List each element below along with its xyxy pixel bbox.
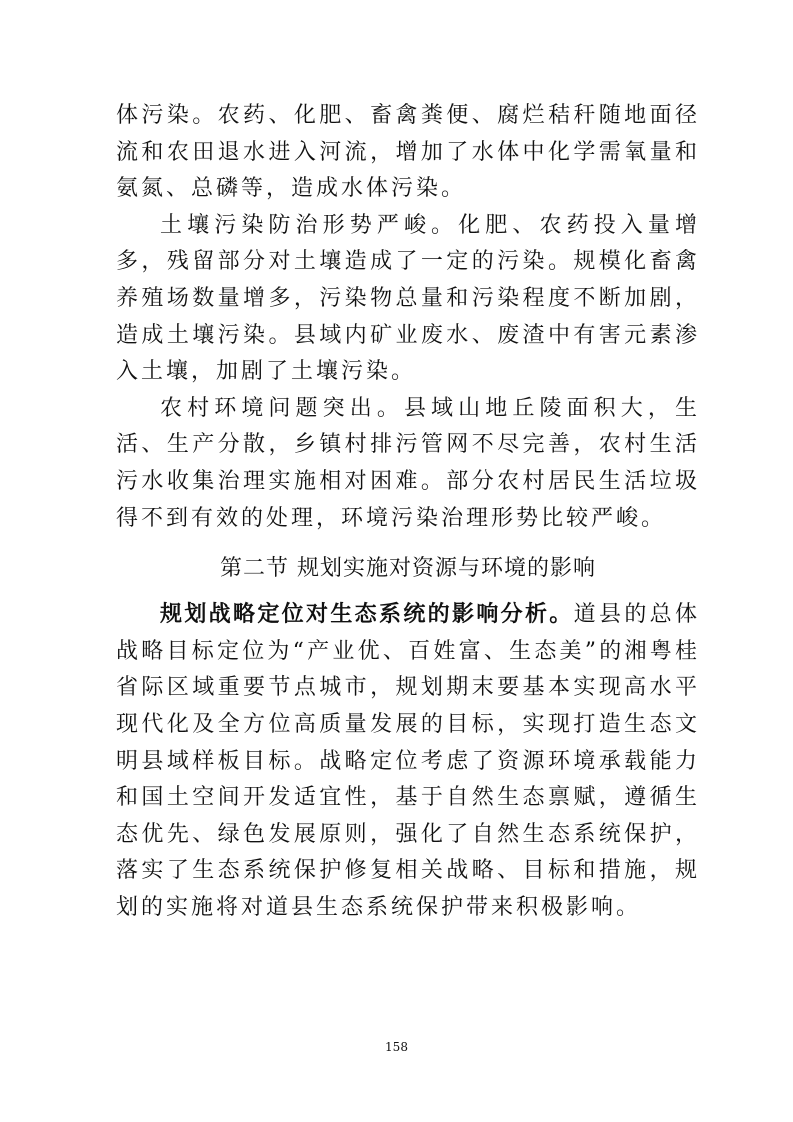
paragraph-soil-pollution: 土壤污染防治形势严峻。化肥、农药投入量增多，残留部分对土壤造成了一定的污染。规模化畜禽养殖场数量增多，污染物总量和污染程度不断加剧，造成土壤污染。县域内矿业废水、废渣中有害元素渗入土壤，加剧了土壤污染。	[116, 212, 700, 385]
paragraph-strategic-positioning	[116, 597, 700, 926]
paragraph-body-text: 道县的总体战略目标定位为“产业优、百姓富、生态美”的湘粤桂省际区域重要节点城市，规划期末要基本实现高水平现代化及全方位高质量发展的目标，实现打造生态文明县域样板目标。战略定位考虑了资源环境承载能力和国土空间开发适宜性，基于自然生态禀赋，遵循生态优先、绿色发展原则，强化了自然生态系统保护，落实了生态系统保护修复相关战略、目标和措施，规划的实施将对道县生态系统保护带来积极影响。	[116, 602, 700, 920]
paragraph-water-pollution: 体污染。农药、化肥、畜禽粪便、腐烂秸秆随地面径流和农田退水进入河流，增加了水体中化学需氧量和氨氮、总磷等，造成水体污染。	[116, 103, 700, 202]
page-number: 158	[385, 1040, 408, 1054]
paragraph-rural-environment: 农村环境问题突出。县域山地丘陵面积大，生活、生产分散，乡镇村排污管网不尽完善，农村生活污水收集治理实施相对困难。部分农村居民生活垃圾得不到有效的处理，环境污染治理形势比较严峻。	[116, 395, 700, 531]
paragraph-lead-heading: 规划战略定位对生态系统的影响分析。	[160, 602, 574, 628]
section-title: 第二节 规划实施对资源与环境的影响	[220, 556, 596, 582]
document-body	[116, 98, 700, 926]
